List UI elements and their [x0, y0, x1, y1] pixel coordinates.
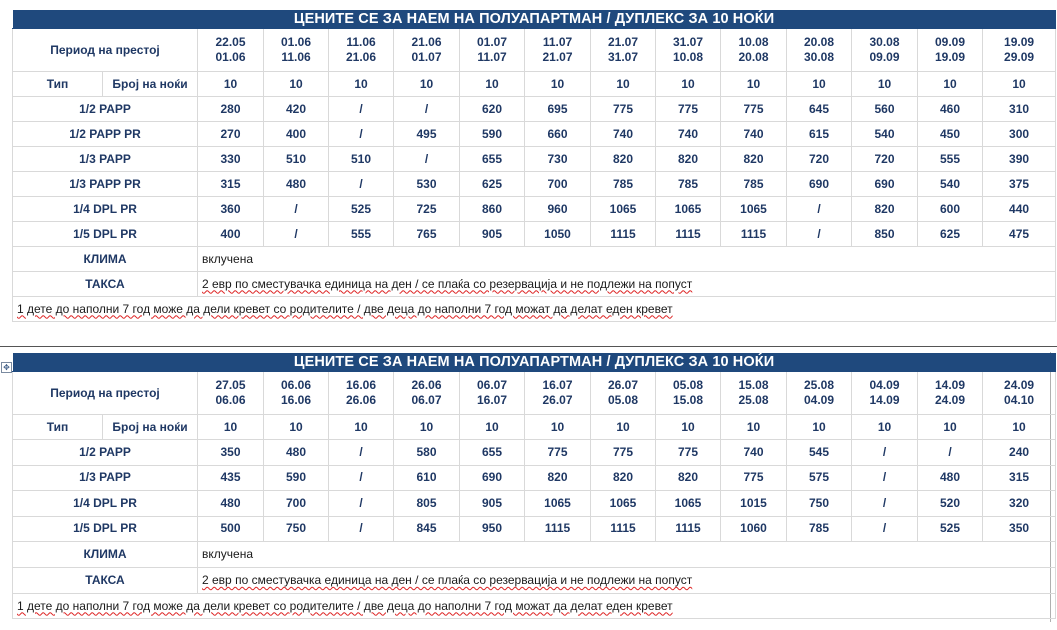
price-cell: 805 [394, 491, 460, 517]
price-cell: / [264, 197, 329, 222]
price-cell: 750 [787, 491, 852, 517]
price-cell: 510 [264, 147, 329, 172]
nights-cell: 10 [264, 72, 329, 97]
price-cell: 820 [852, 197, 918, 222]
price-cell: 270 [198, 122, 264, 147]
price-cell: 820 [525, 465, 591, 491]
nights-cell: 10 [525, 72, 591, 97]
table-row [13, 97, 1056, 122]
nights-cell: 10 [394, 415, 460, 440]
room-type: 1/2 PAPP [13, 97, 198, 122]
nights-cell: 10 [721, 415, 787, 440]
period-start: 15.08 [738, 378, 769, 392]
period-start: 26.06 [411, 378, 442, 392]
klima-label: КЛИМА [13, 542, 198, 568]
price-cell: 725 [394, 197, 460, 222]
price-table-1 [12, 10, 1056, 322]
price-cell: 700 [525, 172, 591, 197]
period-cell [983, 372, 1056, 415]
price-cell: 575 [787, 465, 852, 491]
price-cell: 775 [525, 440, 591, 466]
price-cell: 655 [460, 147, 525, 172]
period-end: 30.08 [803, 50, 835, 64]
taksa-label: ТАКСА [13, 568, 198, 594]
table-row [13, 491, 1056, 517]
period-start: 26.07 [607, 378, 639, 392]
price-cell: 950 [460, 516, 525, 542]
price-cell: 720 [852, 147, 918, 172]
price-cell: 460 [918, 97, 983, 122]
price-cell: 330 [198, 147, 264, 172]
period-start: 30.08 [869, 35, 900, 49]
taksa-value: 2 евр по сместувачка единица на ден / се плаќа со резервација и не подлежи на попуст [198, 568, 1056, 594]
price-cell: 500 [198, 516, 264, 542]
period-start: 27.05 [215, 378, 246, 392]
price-cell: 420 [264, 97, 329, 122]
price-cell: 720 [787, 147, 852, 172]
nights-cell: 10 [591, 415, 656, 440]
price-cell: 350 [983, 516, 1056, 542]
nights-cell: 10 [983, 72, 1056, 97]
period-cell [394, 29, 460, 72]
price-cell: 690 [460, 465, 525, 491]
period-start: 16.06 [345, 378, 377, 392]
price-cell: 360 [198, 197, 264, 222]
period-cell [329, 29, 394, 72]
price-cell: 850 [852, 222, 918, 247]
price-cell: 375 [983, 172, 1056, 197]
period-cell [591, 372, 656, 415]
price-cell: / [918, 440, 983, 466]
period-cell [918, 372, 983, 415]
price-cell: 510 [329, 147, 394, 172]
nights-cell: 10 [787, 415, 852, 440]
period-start: 06.07 [476, 378, 508, 392]
type-label: Тип [13, 72, 103, 97]
price-cell: 785 [787, 516, 852, 542]
nights-cell: 10 [787, 72, 852, 97]
period-end: 11.06 [281, 50, 311, 64]
price-cell: / [264, 222, 329, 247]
period-end: 26.07 [542, 393, 573, 407]
nights-cell: 10 [198, 72, 264, 97]
price-cell: / [852, 465, 918, 491]
price-cell: 540 [852, 122, 918, 147]
price-cell: 730 [525, 147, 591, 172]
price-cell: 1115 [656, 222, 721, 247]
price-cell: 555 [329, 222, 394, 247]
price-cell: 590 [460, 122, 525, 147]
period-end: 04.10 [1004, 393, 1035, 407]
price-cell: 1065 [591, 491, 656, 517]
period-cell [656, 29, 721, 72]
period-cell [787, 29, 852, 72]
period-start: 11.06 [346, 35, 376, 49]
period-label: Период на престој [13, 372, 198, 415]
period-end: 29.09 [1004, 50, 1035, 64]
nights-cell: 10 [656, 415, 721, 440]
price-cell: / [329, 97, 394, 122]
nights-cell: 10 [983, 415, 1056, 440]
price-cell: 1065 [591, 197, 656, 222]
period-cell [591, 29, 656, 72]
price-cell: 440 [983, 197, 1056, 222]
price-cell: 765 [394, 222, 460, 247]
period-end: 25.08 [738, 393, 769, 407]
price-cell: 860 [460, 197, 525, 222]
price-cell: 905 [460, 222, 525, 247]
price-cell: 690 [852, 172, 918, 197]
nights-cell: 10 [591, 72, 656, 97]
price-cell: 740 [591, 122, 656, 147]
price-cell: 645 [787, 97, 852, 122]
nights-cell: 10 [656, 72, 721, 97]
klima-label: КЛИМА [13, 247, 198, 272]
price-cell: 530 [394, 172, 460, 197]
period-end: 06.07 [411, 393, 442, 407]
period-start: 14.09 [934, 378, 966, 392]
price-cell: 480 [264, 172, 329, 197]
price-cell: 695 [525, 97, 591, 122]
price-cell: 1115 [525, 516, 591, 542]
price-cell: 660 [525, 122, 591, 147]
price-cell: 740 [656, 122, 721, 147]
table-row [13, 172, 1056, 197]
price-cell: 555 [918, 147, 983, 172]
price-cell: 525 [918, 516, 983, 542]
price-cell: 315 [198, 172, 264, 197]
price-cell: 1050 [525, 222, 591, 247]
period-start: 01.07 [476, 35, 508, 49]
price-cell: 775 [721, 97, 787, 122]
price-cell: 785 [591, 172, 656, 197]
table-row [13, 465, 1056, 491]
period-cell [852, 372, 918, 415]
nights-cell: 10 [460, 72, 525, 97]
period-end: 11.07 [477, 50, 507, 64]
type-label: Тип [13, 415, 103, 440]
period-end: 19.09 [934, 50, 966, 64]
price-cell: / [329, 491, 394, 517]
period-cell [264, 29, 329, 72]
price-cell: 960 [525, 197, 591, 222]
period-cell [460, 372, 525, 415]
klima-value: вклучена [198, 542, 1056, 568]
price-cell: 480 [264, 440, 329, 466]
price-cell: 820 [656, 465, 721, 491]
period-end: 14.09 [869, 393, 900, 407]
period-start: 11.07 [542, 35, 573, 49]
price-cell: 1065 [721, 197, 787, 222]
period-start: 21.07 [607, 35, 639, 49]
period-end: 10.08 [672, 50, 704, 64]
period-start: 04.09 [869, 378, 900, 392]
child-policy-note: 1 дете до наполни 7 год може да дели кревет со родителите / две деца до наполни 7 год можат да делат еден кревет [13, 594, 1056, 619]
price-cell: 450 [918, 122, 983, 147]
table-row [13, 222, 1056, 247]
price-cell: 300 [983, 122, 1056, 147]
room-type: 1/3 PAPP [13, 147, 198, 172]
period-cell [460, 29, 525, 72]
price-cell: / [852, 440, 918, 466]
price-cell: / [329, 172, 394, 197]
price-cell: / [787, 222, 852, 247]
period-cell [656, 372, 721, 415]
page-separator [0, 346, 1057, 347]
period-end: 15.08 [672, 393, 704, 407]
period-cell [198, 372, 264, 415]
price-cell: 785 [721, 172, 787, 197]
period-cell [787, 372, 852, 415]
period-start: 10.08 [738, 35, 769, 49]
nights-cell: 10 [721, 72, 787, 97]
price-cell: 1115 [591, 516, 656, 542]
price-cell: 1115 [721, 222, 787, 247]
period-end: 06.06 [215, 393, 246, 407]
price-cell: 480 [198, 491, 264, 517]
period-end: 05.08 [607, 393, 639, 407]
nights-cell: 10 [394, 72, 460, 97]
table-row [13, 122, 1056, 147]
nights-cell: 10 [264, 415, 329, 440]
price-cell: 740 [721, 122, 787, 147]
price-cell: / [329, 122, 394, 147]
period-end: 01.06 [215, 50, 246, 64]
price-cell: 820 [591, 465, 656, 491]
period-start: 20.08 [803, 35, 835, 49]
price-cell: 400 [198, 222, 264, 247]
price-cell: 350 [198, 440, 264, 466]
price-cell: 615 [787, 122, 852, 147]
price-cell: 740 [721, 440, 787, 466]
price-cell: 540 [918, 172, 983, 197]
price-cell: 590 [264, 465, 329, 491]
price-cell: 775 [591, 440, 656, 466]
price-cell: 820 [656, 147, 721, 172]
nights-cell: 10 [852, 72, 918, 97]
period-start: 22.05 [215, 35, 246, 49]
taksa-label: ТАКСА [13, 272, 198, 297]
price-cell: 1060 [721, 516, 787, 542]
price-cell: 310 [983, 97, 1056, 122]
period-cell [329, 372, 394, 415]
period-end: 16.06 [280, 393, 312, 407]
price-cell: 625 [918, 222, 983, 247]
period-end: 20.08 [738, 50, 769, 64]
period-start: 09.09 [934, 35, 966, 49]
price-cell: / [394, 97, 460, 122]
taksa-value: 2 евр по сместувачка единица на ден / се плаќа со резервација и не подлежи на попуст [198, 272, 1056, 297]
price-cell: 495 [394, 122, 460, 147]
price-cell: 1115 [591, 222, 656, 247]
period-start: 21.06 [411, 35, 442, 49]
room-type: 1/4 DPL PR [13, 491, 198, 517]
price-cell: 520 [918, 491, 983, 517]
price-cell: 775 [656, 440, 721, 466]
price-cell: 820 [721, 147, 787, 172]
period-end: 01.07 [411, 50, 442, 64]
period-start: 24.09 [1004, 378, 1035, 392]
price-cell: / [852, 491, 918, 517]
period-start: 25.08 [803, 378, 835, 392]
period-start: 01.06 [280, 35, 312, 49]
period-cell [918, 29, 983, 72]
price-cell: 775 [656, 97, 721, 122]
child-policy-note: 1 дете до наполни 7 год може да дели кревет со родителите / две деца до наполни 7 год можат да делат еден кревет [13, 297, 1056, 322]
period-cell [525, 29, 591, 72]
price-cell: / [329, 440, 394, 466]
period-cell [264, 372, 329, 415]
price-cell: / [329, 516, 394, 542]
room-type: 1/4 DPL PR [13, 197, 198, 222]
price-cell: 400 [264, 122, 329, 147]
period-cell [721, 372, 787, 415]
room-type: 1/5 DPL PR [13, 516, 198, 542]
table-row [13, 440, 1056, 466]
period-cell [394, 372, 460, 415]
price-cell: 775 [721, 465, 787, 491]
table-row [13, 147, 1056, 172]
price-cell: 785 [656, 172, 721, 197]
room-type: 1/2 PAPP PR [13, 122, 198, 147]
table-title: ЦЕНИТЕ СЕ ЗА НАЕМ НА ПОЛУАПАРТМАН / ДУПЛЕКС ЗА 10 НОЌИ [13, 353, 1056, 372]
room-type: 1/2 PAPP [13, 440, 198, 466]
period-end: 24.09 [934, 393, 966, 407]
price-cell: 580 [394, 440, 460, 466]
price-cell: 700 [264, 491, 329, 517]
period-end: 16.07 [476, 393, 508, 407]
price-cell: 475 [983, 222, 1056, 247]
price-cell: 1115 [656, 516, 721, 542]
price-cell: 240 [983, 440, 1056, 466]
period-end: 21.07 [542, 50, 573, 64]
price-cell: / [852, 516, 918, 542]
price-cell: 1065 [656, 491, 721, 517]
price-cell: / [787, 197, 852, 222]
price-cell: 610 [394, 465, 460, 491]
nights-cell: 10 [460, 415, 525, 440]
period-end: 09.09 [869, 50, 900, 64]
nights-cell: 10 [198, 415, 264, 440]
period-cell [852, 29, 918, 72]
period-start: 19.09 [1004, 35, 1035, 49]
price-cell: 525 [329, 197, 394, 222]
price-cell: / [329, 465, 394, 491]
klima-value: вклучена [198, 247, 1056, 272]
price-cell: 390 [983, 147, 1056, 172]
price-cell: 560 [852, 97, 918, 122]
price-cell: 1065 [656, 197, 721, 222]
nights-cell: 10 [329, 415, 394, 440]
price-cell: 625 [460, 172, 525, 197]
price-cell: 750 [264, 516, 329, 542]
period-start: 31.07 [672, 35, 704, 49]
period-start: 16.07 [542, 378, 573, 392]
price-cell: 280 [198, 97, 264, 122]
period-end: 31.07 [607, 50, 639, 64]
room-type: 1/3 PAPP PR [13, 172, 198, 197]
price-cell: 1065 [525, 491, 591, 517]
table-row [13, 516, 1056, 542]
nights-label: Број на ноќи [103, 72, 198, 97]
period-start: 06.06 [280, 378, 312, 392]
price-cell: / [394, 147, 460, 172]
price-cell: 845 [394, 516, 460, 542]
table-row [13, 197, 1056, 222]
period-end: 26.06 [345, 393, 377, 407]
price-cell: 655 [460, 440, 525, 466]
period-end: 21.06 [345, 50, 377, 64]
price-cell: 315 [983, 465, 1056, 491]
price-table-2 [12, 353, 1056, 619]
price-cell: 545 [787, 440, 852, 466]
price-cell: 690 [787, 172, 852, 197]
price-cell: 1015 [721, 491, 787, 517]
nights-cell: 10 [329, 72, 394, 97]
room-type: 1/3 PAPP [13, 465, 198, 491]
period-start: 05.08 [672, 378, 704, 392]
nights-cell: 10 [852, 415, 918, 440]
period-end: 04.09 [803, 393, 835, 407]
nights-cell: 10 [525, 415, 591, 440]
price-cell: 820 [591, 147, 656, 172]
room-type: 1/5 DPL PR [13, 222, 198, 247]
nights-cell: 10 [918, 415, 983, 440]
price-cell: 480 [918, 465, 983, 491]
table-move-handle-icon[interactable]: ✥ [1, 362, 12, 373]
period-label: Период на престој [13, 29, 198, 72]
price-cell: 620 [460, 97, 525, 122]
period-cell [525, 372, 591, 415]
price-cell: 600 [918, 197, 983, 222]
period-cell [721, 29, 787, 72]
price-cell: 775 [591, 97, 656, 122]
period-cell [198, 29, 264, 72]
table-title: ЦЕНИТЕ СЕ ЗА НАЕМ НА ПОЛУАПАРТМАН / ДУПЛЕКС ЗА 10 НОЌИ [13, 10, 1056, 29]
price-cell: 320 [983, 491, 1056, 517]
period-cell [983, 29, 1056, 72]
nights-cell: 10 [918, 72, 983, 97]
price-cell: 905 [460, 491, 525, 517]
nights-label: Број на ноќи [103, 415, 198, 440]
price-cell: 435 [198, 465, 264, 491]
